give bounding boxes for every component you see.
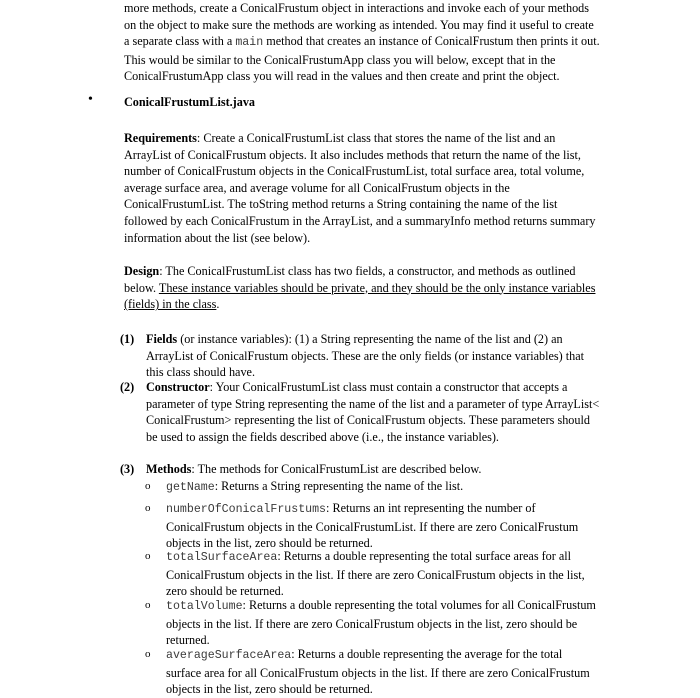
method-item-numberofconicalfrustums <box>166 500 626 552</box>
fields-number: (1) <box>120 332 135 346</box>
requirements-line: average surface area, and average volume for all ConicalFrustum objects in the <box>124 180 510 195</box>
method-code: numberOfConicalFrustums <box>166 503 327 516</box>
design-underlined: (fields) in the class <box>124 297 217 312</box>
methods-intro <box>124 461 624 478</box>
method-line: zero should be returned. <box>166 584 284 599</box>
method-line: objects in the list, zero should be returned. <box>166 682 373 697</box>
methods-number: (3) <box>120 462 135 476</box>
list-bullet: o <box>145 599 151 611</box>
list-bullet: o <box>145 648 151 660</box>
method-text: : Returns an int representing the number of <box>326 501 536 515</box>
design-text: . <box>216 297 220 312</box>
method-item-totalsurfacearea <box>166 548 626 600</box>
method-line <box>166 597 626 616</box>
constructor-line: parameter of type String representing the name of the list and a parameter of type ArrayList< <box>146 396 600 411</box>
fields-line: this class should have. <box>146 365 255 380</box>
design-text: below. <box>124 280 159 295</box>
design-underlined: These instance variables should be private, and they should be the only instance variables <box>158 280 596 295</box>
method-code: averageSurfaceArea <box>166 649 292 662</box>
design-line <box>124 263 624 280</box>
section-bullet: • <box>88 92 93 107</box>
method-code: totalVolume <box>166 600 243 613</box>
method-code: totalSurfaceArea <box>166 551 278 564</box>
fields-line: ArrayList of ConicalFrustum objects. These are the only fields (or instance variables) that <box>146 348 585 363</box>
list-bullet: o <box>145 480 151 492</box>
method-item-getname <box>166 478 626 497</box>
constructor-line: ConicalFrustum> representing the list of ConicalFrustum objects. These parameters should <box>146 413 590 428</box>
method-text: : Returns a double representing the average for the total <box>291 647 563 661</box>
section-title: ConicalFrustumList.java <box>124 95 256 109</box>
method-line <box>166 548 626 567</box>
requirements-line: ArrayList of ConicalFrustum objects. It also includes methods that return the name of the list, <box>124 147 581 162</box>
method-text: : Returns a String representing the name of the list. <box>214 479 464 493</box>
method-line: objects in the list, zero should be returned. <box>166 536 373 551</box>
intro-text: a separate class with a <box>124 34 236 49</box>
design-line <box>124 280 624 297</box>
method-line <box>166 646 626 665</box>
constructor-item <box>120 379 624 445</box>
method-line <box>166 478 626 497</box>
method-item-averagesurfacearea <box>166 646 626 698</box>
fields-text: (or instance variables): (1) a String representing the name of the list and (2) an <box>177 332 563 346</box>
method-text: : Returns a double representing the total surface areas for all <box>277 549 572 563</box>
methods-label: Methods <box>146 462 192 476</box>
method-line: surface area for all ConicalFrustum objects in the list. If there are zero ConicalFrustum <box>166 665 590 680</box>
list-bullet: o <box>145 502 151 514</box>
method-code: getName <box>166 481 215 494</box>
method-text: : Returns a double representing the total volumes for all ConicalFrustum <box>242 598 596 612</box>
method-line: objects in the list. If there are zero ConicalFrustum objects in the list, zero should be <box>166 616 578 631</box>
fields-body <box>124 331 624 381</box>
method-line: returned. <box>166 633 210 648</box>
requirements-line: ConicalFrustumList. The toString method returns a String containing the name of the list <box>124 197 558 212</box>
intro-line: on the object to make sure the methods are working as intended. You may find it useful to create <box>124 17 594 32</box>
intro-line: more methods, create a ConicalFrustum object in interactions and invoke each of your methods <box>124 1 590 15</box>
requirements-line: information about the list (see below). <box>124 230 311 245</box>
intro-line <box>124 33 624 52</box>
constructor-label: Constructor <box>146 380 210 394</box>
method-line: ConicalFrustum objects in the ConicalFrustumList. If there are zero ConicalFrustum <box>166 519 579 534</box>
methods-item <box>120 461 624 478</box>
requirements-label: Requirements <box>124 131 197 145</box>
intro-line: ConicalFrustumApp class you will read in the values and then create and print the object. <box>124 69 560 84</box>
requirements-line <box>124 130 624 147</box>
method-item-totalvolume <box>166 597 626 649</box>
requirements-text: : Create a ConicalFrustumList class that stores the name of the list and an <box>196 131 556 145</box>
method-line <box>166 500 626 519</box>
constructor-line: be used to assign the fields described above (i.e., the instance variables). <box>146 429 499 444</box>
intro-line: This would be similar to the ConicalFrustumApp class you will below, except that in the <box>124 52 556 67</box>
methods-text: : The methods for ConicalFrustumList are described below. <box>191 462 482 476</box>
requirements-paragraph <box>124 130 624 246</box>
design-paragraph <box>124 263 624 313</box>
requirements-line: followed by each ConicalFrustum in the ArrayList, and a summaryInfo method returns summary <box>124 213 596 228</box>
fields-label: Fields <box>146 332 178 346</box>
constructor-text: : Your ConicalFrustumList class must contain a constructor that accepts a <box>209 380 568 394</box>
list-bullet: o <box>145 550 151 562</box>
fields-line <box>146 331 624 348</box>
constructor-number: (2) <box>120 380 135 394</box>
constructor-line <box>146 379 624 396</box>
method-line: ConicalFrustum objects in the list. If there are zero ConicalFrustum objects in the list, <box>166 567 585 582</box>
main-code: main <box>235 36 264 50</box>
intro-text: method that creates an instance of ConicalFrustum then prints it out. <box>263 34 600 49</box>
intro-paragraph <box>124 0 624 85</box>
design-label: Design <box>124 264 160 278</box>
constructor-body <box>124 379 624 445</box>
design-line <box>124 296 624 313</box>
requirements-line: number of ConicalFrustum objects in the ConicalFrustumList, total surface area, total volume, <box>124 164 585 179</box>
design-text: : The ConicalFrustumList class has two fields, a constructor, and methods as outlined <box>159 264 576 278</box>
fields-item <box>120 331 624 381</box>
